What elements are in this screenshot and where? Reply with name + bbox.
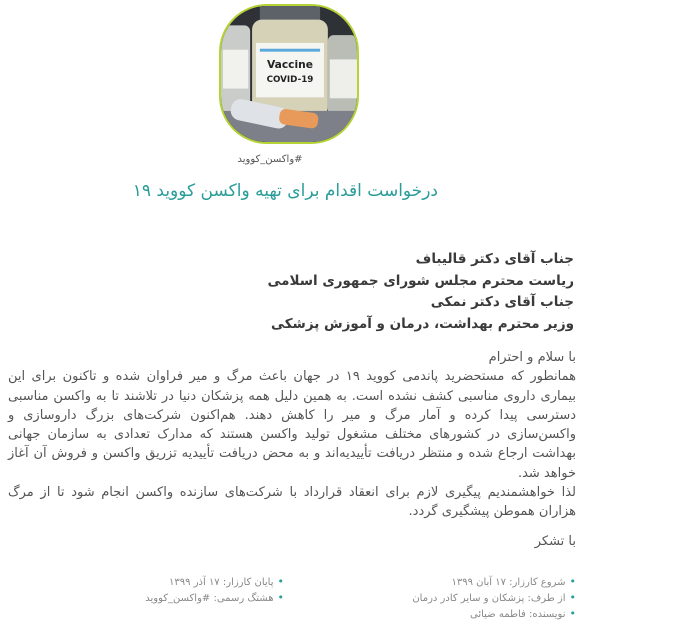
vaccine-vial-image (221, 6, 357, 142)
addressee-line: جناب آقای دکتر قالیباف (415, 251, 574, 267)
campaign-image (219, 4, 359, 144)
greeting-text: با سلام و احترام (488, 350, 576, 365)
meta-author: • نویسنده: فاطمه ضیائی (376, 606, 576, 622)
meta-official-hashtag: • هشتگ رسمی: #واکسن_کووید (84, 590, 284, 606)
petition-body (8, 348, 576, 551)
campaign-title[interactable]: درخواست اقدام برای تهیه واکسن کووید ۱۹ (132, 181, 438, 201)
addressee-line: ریاست محترم مجلس شورای جمهوری اسلامی (267, 272, 574, 289)
meta-end-date: • پایان کارزار: ۱۷ آذر ۱۳۹۹ (84, 574, 284, 590)
campaign-hashtag[interactable]: #واکسن_کووید (237, 154, 303, 165)
meta-start-date: • شروع کارزار: ۱۷ آبان ۱۳۹۹ (376, 574, 576, 590)
svg-text:COVID-19: COVID-19 (266, 74, 314, 85)
svg-text:Vaccine: Vaccine (266, 58, 313, 72)
campaign-meta-left (84, 574, 284, 606)
closing-text: با تشکر (534, 533, 576, 549)
campaign-meta-right (376, 574, 576, 622)
meta-from: • از طرف: پزشکان و سایر کادر درمان (376, 590, 576, 606)
addressees-block (267, 249, 574, 335)
paragraph-1: همانطور که مستحضرید پاندمی کووید ۱۹ در جهان باعث مرگ و میر فراوان شده و تاکنون برای این بیماری داروی مناسبی کشف نشده است. به همین دلیل همه پزشکان دنیا در تلاشند تا به واکسن مناسبی دسترسی پیدا کرده و آمار مرگ و میر را کاهش دهند. هم‌اکنون شرکت‌های بزرگ داروسازی و واکسن‌سازی در کشورهای مختلف مشغول تولید واکسن هستند که مدارک تعدادی به سازمان جهانی بهداشت ارجاع شده و منتظر دریافت تأییدیه‌اند و به محض دریافت تأییدیه تزریق واکسن و فروش آن آغاز خواهد شد. (8, 369, 576, 481)
addressee-line: جناب آقای دکتر نمکی (430, 294, 574, 310)
paragraph-2: لذا خواهشمندیم پیگیری لازم برای انعقاد قرارداد با شرکت‌های سازنده واکسن انجام شود تا از مرگ هزاران هموطن پیشگیری گردد. (8, 485, 576, 520)
addressee-line: وزیر محترم بهداشت، درمان و آموزش پزشکی (271, 315, 574, 332)
